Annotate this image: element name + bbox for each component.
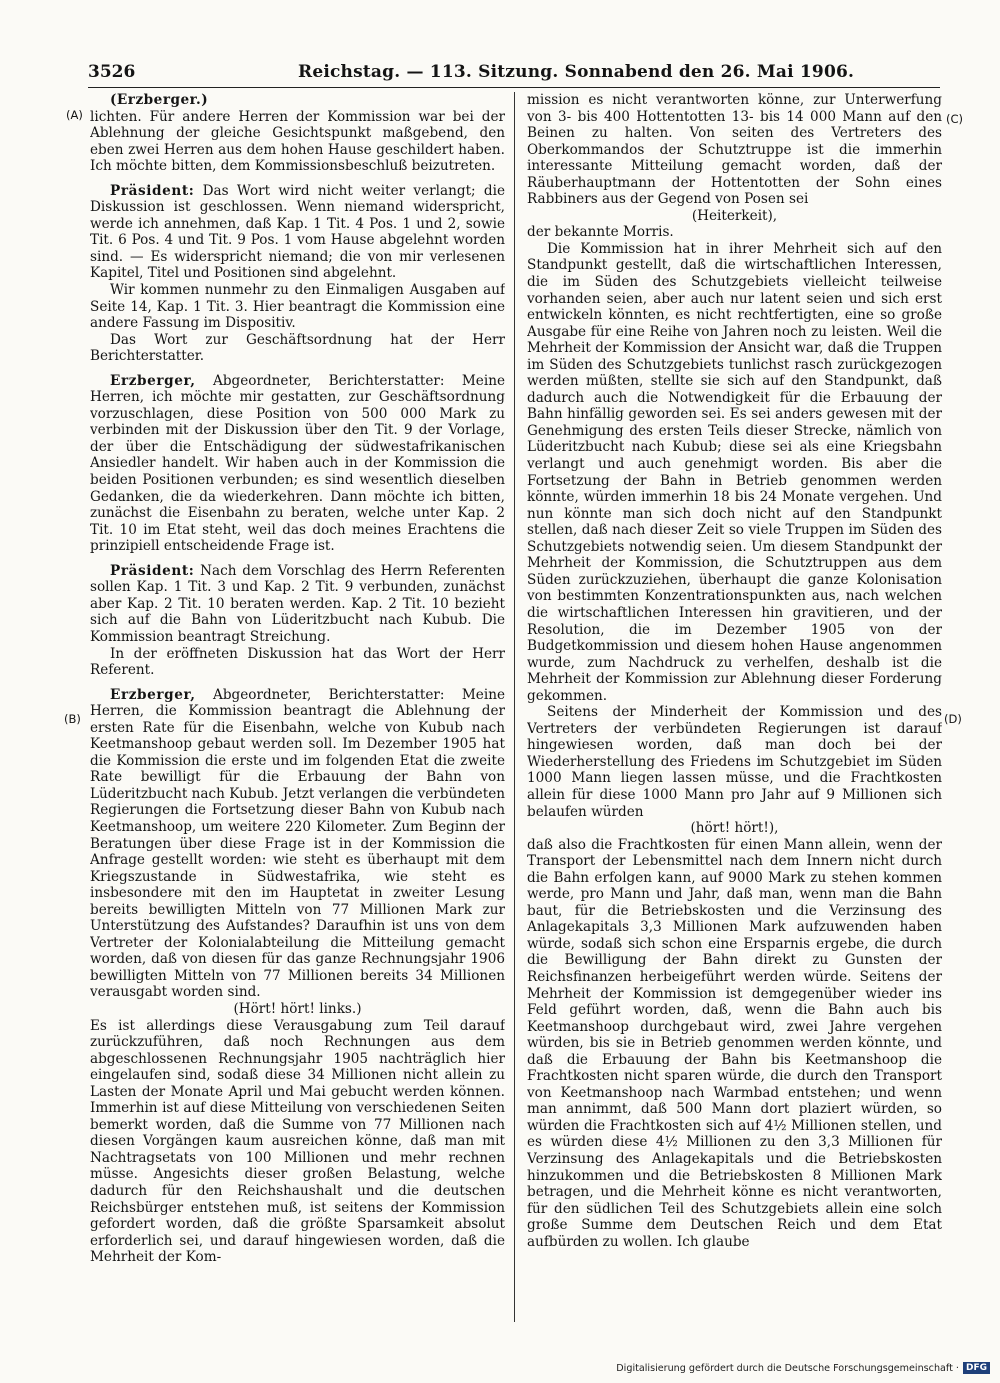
paragraph: Die Kommission hat in ihrer Mehrheit sich auf den Standpunkt gestellt, daß die wirtschaftlichen Interessen, die im Süden des Schutzgebiets vielleicht teilweise vorhanden seien, aber auch nur latent seien und sich erst entwickeln könnten, es nicht rechtfertigten, eine so große Ausgabe für eine Reihe von Jahren noch zu leisten. Weil die Mehrheit der Kommission der Ansicht war, daß die Truppen im Süden des Schutzgebiets tunlichst rasch zurückgezogen werden müßten, stellte sie sich auf den Standpunkt, daß dadurch auch die Notwendigkeit für die Erbauung der Bahn hinfällig geworden sei. Es sei anders gewesen mit der Genehmigung des ersten Teils dieser Strecke, nämlich von Lüderitzbucht nach Kubub; diese sei als eine Kriegsbahn verlangt und auch genehmigt worden. Bis aber die Fortsetzung der Bahn in Betrieb genommen werden könnte, würden immerhin 18 bis 24 Monate vergehen. Und nun könnte man sich doch nicht auf den Standpunkt stellen, daß nach dieser Zeit so viele Truppen im Süden des Schutzgebiets notwendig seien. Um diesem Standpunkt der Mehrheit der Kommission, die Schutztruppen aus dem Süden zurückzuziehen, überhaupt die ganze Kolonisation von bestimmten Konzentrationspunkten aus, nach welchen die wirtschaftlichen Interessen hin gravitieren, und der Resolution, die im Dezember 1905 von der Budgetkommission und diesem hohen Hause angenommen wurde, zum Nachdruck zu verhelfen, deshalb ist die Mehrheit der Kommission zur Ablehnung dieser Forderung gekommen. — [527, 240, 942, 704]
paragraph-text: Das Wort wird nicht weiter verlangt; die Diskussion ist geschlossen. Wenn niemand widerspricht, werde ich annehmen, daß Kap. 1 Tit. 4 Pos. 1 und 2, sowie Tit. 6 Pos. 4 und Tit. 9 Pos. 1 vom Hause abgelehnt worden sind. — Es widerspricht niemand; die von mir verlesenen Kapitel, Titel und Positionen sind abgelehnt. — [90, 182, 505, 282]
speaker-name: Erzberger, — [110, 372, 196, 389]
paragraph-text: Abgeordneter, Berichterstatter: Meine Herren, die Kommission beantragt die Ablehnung der ersten Rate für die Eisenbahn, welche von Kubub nach Keetmanshoop gebaut werden soll. Im Dezember 1905 hat die Kommission die erste und im folgenden Etat die zweite Rate bewilligt für die Erbauung der Bahn von Lüderitzbucht nach Kubub. Jetzt verlangen die verbündeten Regierungen die Fortsetzung dieser Bahn von Kubub nach Keetmanshoop, um weitere 220 Kilometer. Zum Beginn der Beratungen über diese Frage ist in der Kommission die Anfrage gestellt worden: wie steht es überhaupt mit dem Kriegszustande in Südwestafrika, wie steht es insbesondere mit den im Hauptetat in zweiter Lesung bereits bewilligten Mitteln von 77 Millionen Mark zur Unterstützung des Aufstandes? Daraufhin ist uns von dem Vertreter der Kolonialabteilung die Mitteilung gemacht worden, daß von diesen für das ganze Rechnungsjahr 1906 bewilligten Mitteln von 77 Millionen bereits 34 Millionen verausgabt worden sind. — [90, 686, 505, 1001]
paragraph — [90, 373, 505, 555]
dfg-logo: DFG — [963, 1362, 990, 1374]
running-title: Reichstag. — 113. Sitzung. Sonnabend den 26. Mai 1906. — [298, 62, 855, 82]
paragraph: Das Wort zur Geschäftsordnung hat der Herr Berichterstatter. — [90, 331, 505, 365]
margin-marker-d: (D) — [944, 712, 962, 726]
page-number: 3526 — [88, 62, 136, 82]
margin-marker-a: (A) — [66, 108, 83, 122]
paragraph — [90, 687, 505, 1001]
header-rule — [88, 87, 940, 88]
credit-text: Digitalisierung gefördert durch die Deutsche Forschungsgemeinschaft · — [616, 1363, 959, 1374]
interjection: (Hört! hört! links.) — [233, 1000, 362, 1017]
margin-marker-c: (C) — [946, 112, 964, 126]
page-header — [88, 62, 940, 86]
paragraph-text: Abgeordneter, Berichterstatter: Meine Herren, ich möchte mir gestatten, zur Geschäftsordnung vorzuschlagen, diese Position von 500 000 Mark zu verbinden mit der Diskussion über den Tit. 9 der Vorlage, der über die Entschädigung der südwestafrikanischen Ansiedler handelt. Wir haben auch in der Kommission die beiden Positionen verbunden; es sind wesentlich dieselben Gedanken, die da wiederkehren. Dann möchte ich bitten, zunächst die Eisenbahn zu beraten, welche unter Kap. 2 Tit. 10 im Etat steht, weil das doch meines Erachtens die prinzipiell entscheidende Frage ist. — [90, 372, 505, 555]
margin-marker-b: (B) — [64, 712, 81, 726]
digitization-credit — [560, 1362, 990, 1380]
paragraph — [90, 563, 505, 646]
speaker-name: Präsident: — [110, 182, 195, 199]
paragraph — [90, 183, 505, 282]
right-column — [527, 92, 942, 1322]
paragraph: mission es nicht verantworten könne, zur Unterwerfung von 3- bis 400 Hottentotten 13- bis 14 000 Mann auf den Beinen zu halten. Von seiten des Vertreters des Oberkommandos der Schutztruppe ist die immerhin interessante Mitteilung gemacht worden, daß der Räuberhauptmann der Hottentotten der Sohn eines Rabbiners aus der Gegend von Posen sei — [527, 92, 942, 208]
paragraph-text: Nach dem Vorschlag des Herrn Referenten sollen Kap. 1 Tit. 3 und Kap. 2 Tit. 9 verbunden, zunächst aber Kap. 2 Tit. 10 beraten werden. Kap. 2 Tit. 10 bezieht sich auf die Bahn von Lüderitzbucht nach Kubub. Die Kommission beantragt Streichung. — [90, 562, 505, 645]
paragraph: lichten. Für andere Herren der Kommission war bei der Ablehnung der gleiche Gesichtspunkt maßgebend, den eben zwei Herren aus dem hohen Hause geschildert haben. Ich möchte bitten, dem Kommissionsbeschluß beizutreten. — [90, 108, 505, 175]
speaker-name: Präsident: — [110, 562, 195, 579]
interjection: (hört! hört!), — [690, 820, 779, 837]
interjection: (Heiterkeit), — [691, 207, 778, 224]
paragraph: Wir kommen nunmehr zu den Einmaligen Ausgaben auf Seite 14, Kap. 1 Tit. 3. Hier beantragt die Kommission eine andere Fassung im Dispositiv. — [90, 282, 505, 332]
paragraph: daß also die Frachtkosten für einen Mann allein, wenn der Transport der Lebensmittel nach dem Innern nicht durch die Bahn erfolgen kann, auf 9000 Mark zu stehen kommen werde, pro Mann und Jahr, daß man, wenn man die Bahn baut, für die Betriebskosten und die Verzinsung des Anlagekapitals 3,3 Millionen Mark aufzuwenden haben würde, sodaß sich schon eine Ersparnis ergebe, die durch die Bewilligung der Bahn direkt zu Gunsten der Reichsfinanzen herbeigeführt werden würde. Seitens der Mehrheit der Kommission ist demgegenüber wieder ins Feld geführt worden, daß, wenn die Bahn auch bis Keetmanshoop durchgebaut wird, zwei Jahre vergehen würden, bis sie in Betrieb genommen werden könnte, und daß die Erbauung der Bahn bis Keetmanshoop die Frachtkosten nicht sparen würde, die durch den Transport von Keetmanshoop nach Warmbad entstehen; und wenn man annimmt, daß 500 Mann dort plaziert würden, so würden die Frachtkosten sich auf 4½ Millionen stellen, und es würden diese 4½ Millionen zu den 3,3 Millionen für Verzinsung des Anlagekapitals und die Betriebskosten hinzukommen und die Betriebskosten 8 Millionen Mark betragen, und die Mehrheit könne es nicht verantworten, für den südlichen Teil des Schutzgebiets allein eine solch große Summe dem Deutschen Reich und dem Etat aufbürden zu wollen. Ich glaube — [527, 836, 942, 1250]
speaker-name: Erzberger, — [110, 686, 196, 703]
paragraph: In der eröffneten Diskussion hat das Wort der Herr Referent. — [90, 645, 505, 679]
column-divider — [514, 92, 515, 1322]
left-column — [90, 92, 505, 1322]
paragraph: Seitens der Minderheit der Kommission und des Vertreters der verbündeten Regierungen ist darauf hingewiesen worden, daß man doch bei der Wiederherstellung des Friedens im Schutzgebiet im Süden 1000 Mann liegen lassen müsse, und die Frachtkosten allein für diese 1000 Mann pro Jahr auf 9 Millionen sich belaufen würden — [527, 704, 942, 820]
speaker-heading: (Erzberger.) — [110, 92, 209, 108]
paragraph: Es ist allerdings diese Verausgabung zum Teil darauf zurückzuführen, daß noch Rechnungen aus dem abgeschlossenen Rechnungsjahr 1905 nachträglich hier eingelaufen sind, sodaß diese 34 Millionen nicht allein zu Lasten der Monate April und Mai gebucht werden können. Immerhin ist auf diese Mitteilung von verschiedenen Seiten bemerkt worden, daß die Summe von 77 Millionen nach diesen Vorgängen kaum ausreichen könne, daß man mit Nachtragsetats von 100 Millionen und mehr rechnen müsse. Angesichts dieser großen Belastung, welche dadurch für den Reichshaushalt und die deutschen Reichsbürger entstehen muß, ist seitens der Kommission gefordert worden, daß die größte Sparsamkeit absolut erforderlich sei, und darauf hingewiesen worden, daß die Mehrheit der Kom- — [90, 1017, 505, 1266]
paragraph: der bekannte Morris. — [527, 224, 674, 241]
